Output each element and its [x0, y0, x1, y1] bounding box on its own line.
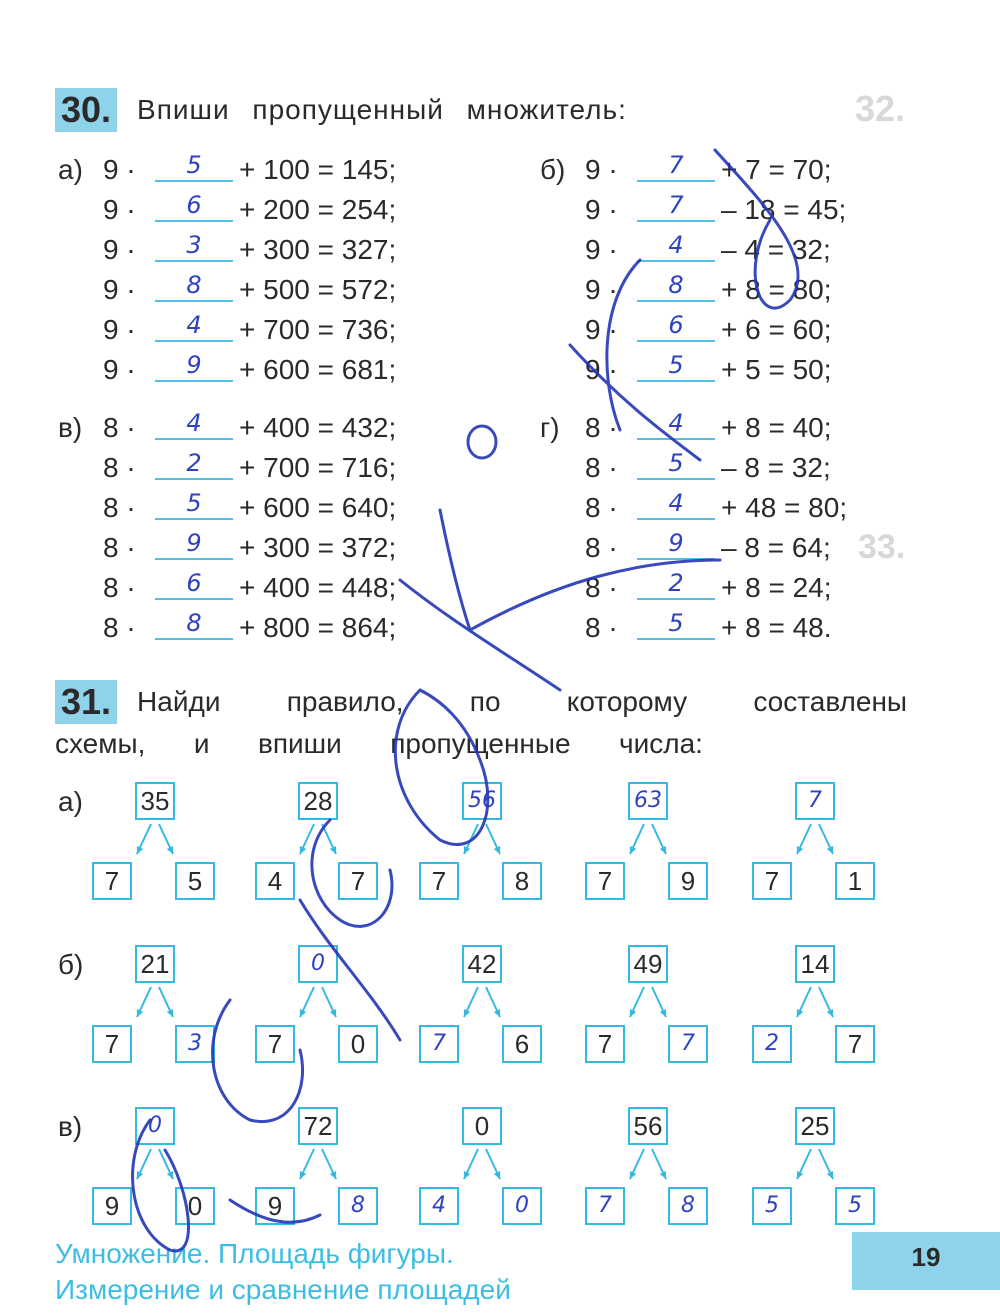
scheme-arrow [819, 1149, 833, 1179]
answer-blank[interactable]: 9 [155, 350, 233, 382]
scheme-top-box: 56 [628, 1107, 668, 1145]
scheme-arrowhead [797, 1009, 803, 1017]
scheme-arrow [630, 987, 644, 1017]
scheme-arrow [486, 1149, 500, 1179]
scheme-arrowhead [660, 1171, 666, 1179]
equation-rest: + 400 = 448; [239, 572, 397, 603]
equation-factor: 8 · [103, 412, 136, 443]
equation-factor: 9 · [103, 314, 136, 345]
scheme-right-box[interactable]: 8 [668, 1187, 708, 1225]
footer-topic-line2: Измерение и сравнение площадей [55, 1274, 511, 1305]
answer-blank[interactable]: 8 [637, 270, 715, 302]
equation-factor: 9 · [103, 354, 136, 385]
scheme-arrow [464, 824, 478, 854]
scheme-arrowhead [494, 846, 500, 854]
scheme-arrowhead [300, 846, 306, 854]
scheme-left-box: 7 [585, 1025, 625, 1063]
equation-factor: 8 · [585, 452, 618, 483]
scheme-left-box[interactable]: 5 [752, 1187, 792, 1225]
scheme-arrowhead [827, 1009, 833, 1017]
scheme-arrowhead [167, 1171, 173, 1179]
equation-rest: + 8 = 24; [721, 572, 832, 603]
equation-factor: 9 · [103, 154, 136, 185]
answer-blank[interactable]: 7 [637, 190, 715, 222]
scheme-left-box: 7 [585, 862, 625, 900]
equation-rest: – 18 = 45; [721, 194, 847, 225]
answer-blank[interactable]: 8 [155, 608, 233, 640]
scheme-arrowhead [330, 846, 336, 854]
scheme-left-box: 7 [752, 862, 792, 900]
scheme-top-box: 21 [135, 945, 175, 983]
scheme-right-box[interactable]: 0 [502, 1187, 542, 1225]
scheme-top-box: 72 [298, 1107, 338, 1145]
scheme-arrowhead [797, 1171, 803, 1179]
equation-factor: 9 · [585, 194, 618, 225]
scheme-arrowhead [494, 1171, 500, 1179]
scheme-right-box[interactable]: 5 [835, 1187, 875, 1225]
scheme-top-box: 28 [298, 782, 338, 820]
equation-rest: + 600 = 681; [239, 354, 397, 385]
equation-factor: 8 · [585, 572, 618, 603]
scheme-arrowhead [630, 1171, 636, 1179]
scheme-arrowhead [167, 1009, 173, 1017]
scheme-arrow [137, 987, 151, 1017]
footer-topic-line1: Умножение. Площадь фигуры. [55, 1238, 454, 1269]
equation-rest: + 48 = 80; [721, 492, 848, 523]
scheme-arrow [137, 824, 151, 854]
exercise-30-title: Впиши пропущенный множитель: [137, 94, 627, 125]
answer-blank[interactable]: 9 [637, 528, 715, 560]
scheme-right-box: 6 [502, 1025, 542, 1063]
ex31-row-label: в) [58, 1111, 83, 1142]
scheme-top-box: 49 [628, 945, 668, 983]
exercise-31-title-line1: Найди правило, по которому составлены [137, 686, 908, 717]
scheme-arrow [652, 1149, 666, 1179]
equation-factor: 8 · [585, 492, 618, 523]
equation-factor: 9 · [103, 234, 136, 265]
scheme-arrow [652, 987, 666, 1017]
bleed-through-ex33: 33. [858, 528, 906, 566]
scheme-left-box: 7 [419, 862, 459, 900]
equation-rest: + 500 = 572; [239, 274, 397, 305]
scheme-right-box: 0 [175, 1187, 215, 1225]
equation-rest: + 8 = 80; [721, 274, 832, 305]
scheme-left-box: 4 [255, 862, 295, 900]
equation-factor: 8 · [103, 452, 136, 483]
answer-blank[interactable]: 5 [155, 150, 233, 182]
scheme-top-box[interactable]: 0 [298, 945, 338, 983]
scheme-right-box: 5 [175, 862, 215, 900]
scheme-top-box[interactable]: 0 [135, 1107, 175, 1145]
scheme-arrow [300, 1149, 314, 1179]
scheme-arrow [137, 1149, 151, 1179]
scheme-arrowhead [300, 1009, 306, 1017]
scheme-left-box: 7 [92, 1025, 132, 1063]
scheme-arrowhead [660, 846, 666, 854]
equation-factor: 8 · [103, 492, 136, 523]
scheme-arrow [300, 824, 314, 854]
equation-factor: 8 · [103, 532, 136, 563]
scheme-arrowhead [330, 1009, 336, 1017]
equation-rest: + 800 = 864; [239, 612, 397, 643]
scheme-arrowhead [827, 846, 833, 854]
exercise-31-header [55, 680, 907, 762]
scheme-arrowhead [137, 846, 143, 854]
equation-factor: 9 · [103, 274, 136, 305]
scheme-arrow [300, 987, 314, 1017]
scheme-top-box[interactable]: 63 [628, 782, 668, 820]
scheme-arrow [464, 987, 478, 1017]
scheme-left-box[interactable]: 2 [752, 1025, 792, 1063]
equation-factor: 9 · [585, 234, 618, 265]
equation-rest: + 600 = 640; [239, 492, 397, 523]
equation-rest: – 4 = 32; [721, 234, 831, 265]
equation-rest: + 7 = 70; [721, 154, 832, 185]
scheme-right-box[interactable]: 8 [338, 1187, 378, 1225]
scheme-right-box: 8 [502, 862, 542, 900]
equation-factor: 8 · [103, 612, 136, 643]
scheme-arrow [797, 824, 811, 854]
scheme-arrow [797, 987, 811, 1017]
equation-rest: + 700 = 736; [239, 314, 397, 345]
scheme-arrowhead [797, 846, 803, 854]
ex30-part-label: б) [540, 154, 566, 185]
scheme-left-box[interactable]: 7 [419, 1025, 459, 1063]
scheme-arrow [322, 824, 336, 854]
equation-rest: + 6 = 60; [721, 314, 832, 345]
scheme-arrowhead [630, 846, 636, 854]
equation-factor: 9 · [585, 154, 618, 185]
scheme-right-box: 1 [835, 862, 875, 900]
scheme-arrow [630, 824, 644, 854]
equation-factor: 9 · [585, 314, 618, 345]
scheme-arrow [322, 987, 336, 1017]
scheme-top-box[interactable]: 7 [795, 782, 835, 820]
equation-rest: + 200 = 254; [239, 194, 397, 225]
scheme-arrowhead [137, 1009, 143, 1017]
scheme-arrow [322, 1149, 336, 1179]
scheme-top-box[interactable]: 56 [462, 782, 502, 820]
answer-blank[interactable]: 5 [155, 488, 233, 520]
equation-rest: + 100 = 145; [239, 154, 397, 185]
equation-factor: 8 · [103, 572, 136, 603]
equation-rest: + 8 = 48. [721, 612, 832, 643]
scheme-right-box[interactable]: 7 [668, 1025, 708, 1063]
scheme-left-box[interactable]: 4 [419, 1187, 459, 1225]
scheme-left-box[interactable]: 7 [585, 1187, 625, 1225]
ex31-row-label: а) [58, 786, 83, 817]
scheme-top-box: 25 [795, 1107, 835, 1145]
scheme-right-box: 7 [835, 1025, 875, 1063]
answer-blank[interactable]: 8 [155, 270, 233, 302]
equation-rest: + 400 = 432; [239, 412, 397, 443]
equation-rest: – 8 = 64; [721, 532, 831, 563]
answer-blank[interactable]: 6 [155, 190, 233, 222]
ex30-part-label: в) [58, 412, 83, 443]
scheme-arrow [486, 987, 500, 1017]
equation-rest: + 300 = 372; [239, 532, 397, 563]
equation-factor: 8 · [585, 532, 618, 563]
equation-factor: 8 · [585, 412, 618, 443]
scheme-left-box: 9 [92, 1187, 132, 1225]
footer [55, 1236, 511, 1308]
answer-blank[interactable]: 4 [155, 408, 233, 440]
equation-factor: 9 · [585, 274, 618, 305]
answer-blank[interactable]: 4 [637, 230, 715, 262]
bleed-through-ex32: 32. [855, 88, 906, 129]
equation-rest: + 5 = 50; [721, 354, 832, 385]
scheme-arrowhead [167, 846, 173, 854]
answer-blank[interactable]: 5 [637, 448, 715, 480]
answer-blank[interactable]: 4 [155, 310, 233, 342]
equation-factor: 9 · [103, 194, 136, 225]
scheme-right-box: 7 [338, 862, 378, 900]
scheme-top-box: 14 [795, 945, 835, 983]
answer-blank[interactable]: 4 [637, 488, 715, 520]
equation-factor: 9 · [585, 354, 618, 385]
scheme-arrow [159, 987, 173, 1017]
scheme-arrowhead [494, 1009, 500, 1017]
scheme-arrowhead [464, 846, 470, 854]
exercise-31-number: 31. [55, 680, 117, 724]
scheme-arrowhead [137, 1171, 143, 1179]
scheme-arrow [819, 987, 833, 1017]
exercise-31-title-line2: схемы, и впиши пропущенные числа: [55, 728, 703, 759]
equation-rest: + 8 = 40; [721, 412, 832, 443]
scheme-arrowhead [660, 1009, 666, 1017]
scheme-right-box: 9 [668, 862, 708, 900]
scheme-arrowhead [630, 1009, 636, 1017]
scheme-arrow [486, 824, 500, 854]
scheme-arrowhead [330, 1171, 336, 1179]
scheme-arrowhead [300, 1171, 306, 1179]
scheme-arrowhead [827, 1171, 833, 1179]
answer-blank[interactable]: 3 [155, 230, 233, 262]
scheme-right-box: 0 [338, 1025, 378, 1063]
answer-blank[interactable]: 7 [637, 150, 715, 182]
scheme-arrow [159, 1149, 173, 1179]
answer-blank[interactable]: 5 [637, 608, 715, 640]
answer-blank[interactable]: 2 [637, 568, 715, 600]
exercise-30-header [55, 88, 627, 132]
answer-blank[interactable]: 6 [155, 568, 233, 600]
answer-blank[interactable]: 2 [155, 448, 233, 480]
scheme-top-box: 42 [462, 945, 502, 983]
page-number: 19 [852, 1232, 1000, 1290]
answer-blank[interactable]: 9 [155, 528, 233, 560]
answer-blank[interactable]: 6 [637, 310, 715, 342]
scheme-arrow [652, 824, 666, 854]
scheme-top-box: 0 [462, 1107, 502, 1145]
scheme-arrow [819, 824, 833, 854]
scheme-arrow [630, 1149, 644, 1179]
answer-blank[interactable]: 4 [637, 408, 715, 440]
equation-rest: + 300 = 327; [239, 234, 397, 265]
scheme-arrow [159, 824, 173, 854]
ex30-part-label: а) [58, 154, 83, 185]
scheme-left-box: 7 [92, 862, 132, 900]
scheme-left-box: 9 [255, 1187, 295, 1225]
scheme-arrowhead [464, 1171, 470, 1179]
ex30-part-label: г) [540, 412, 560, 443]
equation-factor: 8 · [585, 612, 618, 643]
scheme-top-box: 35 [135, 782, 175, 820]
scheme-left-box: 7 [255, 1025, 295, 1063]
scheme-arrow [464, 1149, 478, 1179]
scheme-right-box[interactable]: 3 [175, 1025, 215, 1063]
scheme-arrow [797, 1149, 811, 1179]
ex31-row-label: б) [58, 949, 84, 980]
exercise-30-number: 30. [55, 88, 117, 132]
equation-rest: + 700 = 716; [239, 452, 397, 483]
answer-blank[interactable]: 5 [637, 350, 715, 382]
equation-rest: – 8 = 32; [721, 452, 831, 483]
scheme-arrowhead [464, 1009, 470, 1017]
